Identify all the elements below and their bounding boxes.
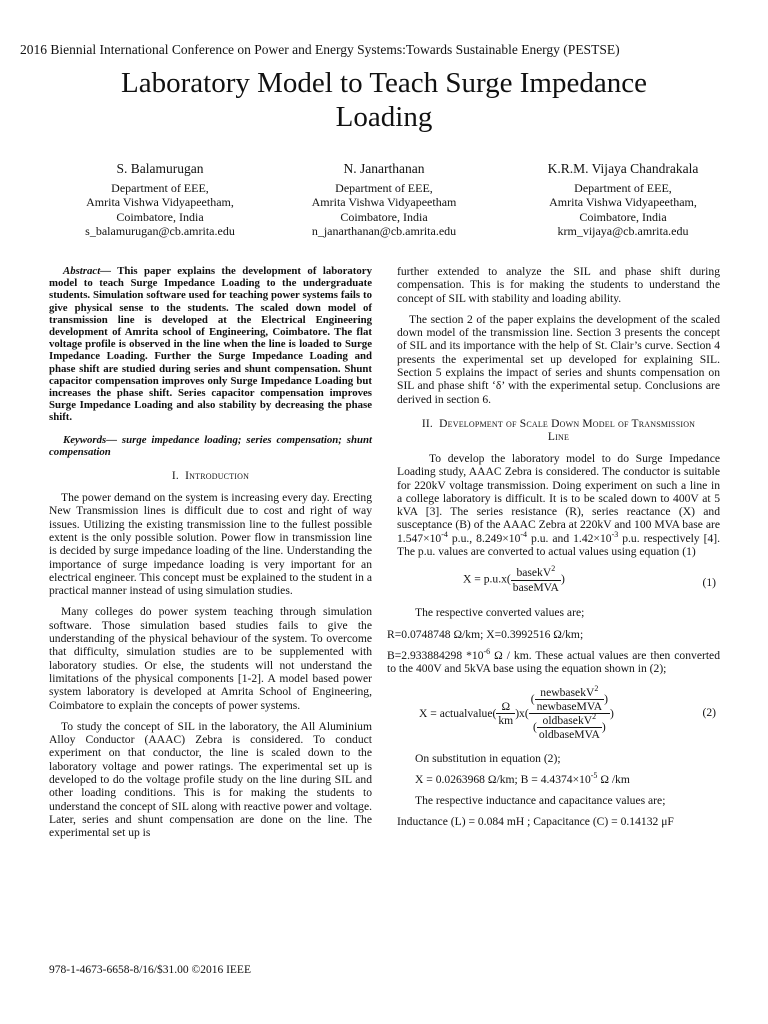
right-column [387,265,721,837]
outline-paragraph: The section 2 of the paper explains the development of the scaled down model of the transmission line. Section 3 presents the concept of SIL and its importance with the help of St. Clair’s curve. Section 4 presents the experimental set up developed for explaining SIL. Section 5 explains the impact of series and shunts compensation on SIL and phase shift ‘δ’ with the experimental setup. Conclusions are derived in section 6. [397,312,720,406]
author-city: Coimbatore, India [340,209,428,224]
keywords-label: Keywords— [63,433,117,446]
intro-paragraph-3: To study the concept of SIL in the laboratory, the All Aluminium Alloy Conductor (AAAC) Zebra is considered. To conduct experiment on that conductor, the line is scaled down to the laboratory voltage and power ratings. The experimental set up is developed to do the voltage profile study on the line during SIL and other loading conditions. This is for making the students to understand the concept of SIL along with reactive power and voltage. Later, series and shunt compensation are done on the line. The experimental set up is [49,719,372,840]
eq-denominator: km [498,714,514,728]
section-heading-development [397,418,720,444]
abstract [49,265,372,424]
text-run: p.u. and 1.42×10 [527,531,612,545]
author-institution: Amrita Vishwa Vidyapeetham, [86,195,234,210]
left-column [49,265,372,847]
converted-values-intro: The respective converted values are; [415,606,585,620]
eq-denominator: newbaseMVA [536,699,603,713]
eq-upper-fraction: ( $\frac{newbasekV^2}{\text{newbaseMVA}}$ ) [530,683,608,713]
eq-num-text: newbasekV [540,685,595,699]
title-line-2: Loading [335,101,433,133]
author-dept: Department of EEE, [335,181,433,196]
section-number: II. [421,417,433,430]
author-institution: Amrita Vishwa Vidyapeetham [311,195,457,210]
text-run: Ω /km [597,772,630,786]
eq-compound-fraction [529,683,610,742]
text-run: B=2.933884298 *10 [387,648,484,662]
eq-fraction [511,566,561,594]
eq-mid: )x( [515,706,529,720]
eq-rhs: ) [609,706,614,720]
eq-inner-fraction [537,714,602,742]
equation-body [419,683,614,742]
lc-values: Inductance (L) = 0.084 mH ; Capacitance (C) = 0.14132 μF [397,815,674,829]
eq-numerator: Ω [496,700,515,714]
author-institution: Amrita Vishwa Vidyapeetham, [549,195,697,210]
author-2 [264,162,504,238]
abstract-label: Abstract— [63,265,111,277]
exponent: 2 [594,683,599,693]
text-run: p.u. respectively [4]. The p.u. values are converted to actual values using equation (1) [397,531,721,559]
eq-rhs: ) [560,572,565,586]
eq-num-text: oldbasekV [542,714,593,728]
conference-header: 2016 Biennial International Conference on Power and Energy Systems:Towards Sustainable Energy (PESTSE) [20,42,620,57]
copyright-footer: 978-1-4673-6658-8/16/$31.00 ©2016 IEEE [49,964,251,976]
intro-paragraph-2: Many colleges do power system teaching through simulation software. Those simulation based studies fails to give the understanding of the physical behaviour of the system. To overcome that difficulty, simulation studies are to be supplemented with laboratory studies. Or else, the students will not understand the limitations of the physical components [1-2]. A model based power system laboratory is developed at Amrita School of Engineering, Coimbatore to explain the concepts of power systems. [49,605,372,712]
exponent: 2 [551,564,556,574]
author-email: s_balamurugan@cb.amrita.edu [85,223,235,238]
equation-body [463,566,565,594]
exponent: -3 [611,529,619,539]
intro-paragraph-1: The power demand on the system is increasing every day. Erecting New Transmission lines is difficult due to cost and right of way issues. Utilizing the existing transmission line to the fullest possible extent is the only possible solution. Power flow in transmission line is decided by surge impedance loading of the line. Understanding the importance of surge impedance loading is very important for an electrical engineer. This concept must be explained to the student in a practical manner instead of using simulation studies. [49,491,372,598]
keywords-text: surge impedance loading; series compensation; shunt compensation [49,433,372,458]
exponent: 2 [592,712,597,722]
author-1 [40,162,280,238]
author-name: K.R.M. Vijaya Chandrakala [547,161,699,176]
r-x-values: R=0.0748748 Ω/km; X=0.3992516 Ω/km; [387,627,584,641]
section-heading-introduction [49,470,372,483]
author-city: Coimbatore, India [116,209,204,224]
text-run: p.u., 8.249×10 [447,531,521,545]
exponent: -6 [483,647,491,657]
eq-inner-fraction [535,683,604,714]
author-dept: Department of EEE, [111,181,209,196]
author-email: n_janarthanan@cb.amrita.edu [311,223,457,238]
eq-unit-fraction [496,700,515,728]
equation-2 [397,684,720,746]
x-b-values [415,770,720,786]
equation-number: (2) [702,705,716,719]
continued-paragraph: further extended to analyze the SIL and phase shift during compensation. This is for making the students to understand the concept of SIL with stability and loading ability. [397,265,720,305]
title-line-1: Laboratory Model to Teach Surge Impedance [121,67,647,99]
section-title-cont: Line [547,430,570,443]
eq-numerator [537,714,602,728]
exponent: -5 [590,770,598,780]
author-3 [503,162,743,238]
paper-title [0,66,768,134]
author-name: S. Balamurugan [116,161,204,176]
substitution-text: On substitution in equation (2); [415,751,561,765]
exponent: -4 [441,529,448,539]
equation-1 [397,566,720,600]
author-email: krm_vijaya@cb.amrita.edu [557,223,689,238]
text-run: X = 0.0263968 Ω/km; B = 4.4374×10 [415,772,591,786]
section-title: Introduction [185,470,250,483]
section-number: I. [171,470,179,483]
author-city: Coimbatore, India [579,209,667,224]
text-run: To develop the laboratory model to do Surge Impedance Loading study, AAAC Zebra is considered. The conductor is suitable for 220kV voltage transmission. Doing experiment on such a line in a college laboratory is difficult. It is to be scaled down to 400V at 5 kVA [3]. The series resistance (R), series reactance (X) and susceptance (B) of the AAAC Zebra at 220kV and 100 MVA base are 1.547×10 [397,451,720,545]
eq-denominator: oldbaseMVA [538,728,600,742]
b-value-paragraph [387,649,720,676]
author-dept: Department of EEE, [574,181,672,196]
exponent: -4 [520,529,528,539]
eq-num-text: basekV [516,566,552,580]
keywords [49,434,372,458]
eq-numerator [511,566,561,580]
eq-denominator: baseMVA [512,580,559,594]
author-name: N. Janarthanan [343,161,425,176]
development-paragraph [397,452,720,558]
lc-intro: The respective inductance and capacitance values are; [415,794,666,808]
section-title: Development of Scale Down Model of Transmission [439,417,696,430]
eq-lhs: X = actualvalue( [419,706,497,720]
text-run: Ω / km. These actual values are then converted to the 400V and 5kVA base using the equation shown in (2); [387,648,720,676]
abstract-text: This paper explains the development of laboratory model to teach Surge Impedance Loading to the undergraduate students. Simulation software used for teaching power systems fails to give physical sense to the students. The scaled down model of transmission line is developed at the Electrical Engineering development of Amrita school of Engineering, Coimbatore. The flat voltage profile is observed in the line when the line is loaded to Surge Impedance Loading. Further the Surge Impedance Loading and phase shift are studied during series and shunt compensation. Shunt capacitor compensation improves only Surge Impedance Loading but increases the phase shift. Series capacitor compensation improves Surge Impedance Loading and also stability by decreasing the phase shift. [49,265,372,424]
eq-lhs: X = p.u.x( [463,572,511,586]
eq-lower-fraction: ( $\frac{oldbasekV^2}{\text{oldbaseMVA}}$ ) [532,712,606,742]
equation-number: (1) [702,576,716,590]
